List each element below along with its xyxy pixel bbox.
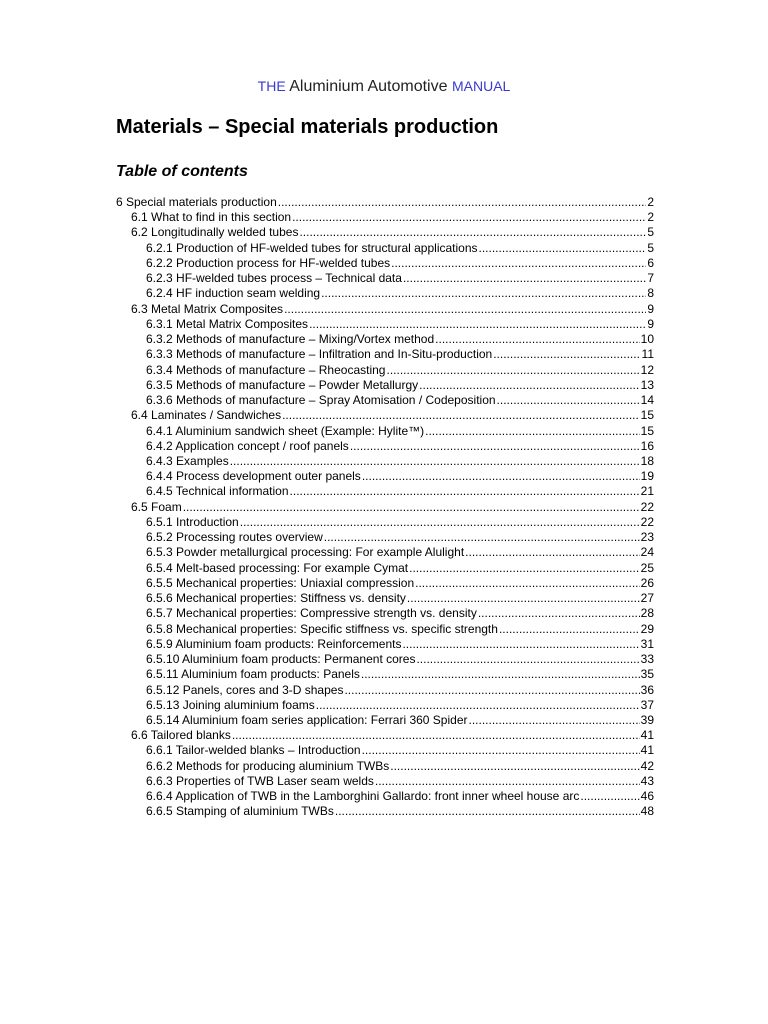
header-prefix: THE [257, 78, 286, 94]
toc-entry-label: 6.3.6 Methods of manufacture – Spray Atomisation / Codeposition [146, 393, 496, 408]
toc-entry-label: 6.6.5 Stamping of aluminium TWBs [146, 804, 334, 819]
toc-entry-page: 26 [640, 575, 654, 590]
toc-leader-dots [419, 378, 639, 393]
toc-entry[interactable] [116, 439, 654, 454]
toc-entry-label: 6.4.1 Aluminium sandwich sheet (Example: Hylite™) [146, 423, 425, 438]
toc-entry-label: 6.5.6 Mechanical properties: Stiffness vs. density [146, 591, 406, 606]
toc-entry-page: 7 [647, 271, 654, 286]
toc-entry[interactable] [116, 332, 654, 347]
toc-entry[interactable] [116, 195, 654, 210]
toc-entry[interactable] [116, 728, 654, 743]
toc-entry-page: 41 [640, 743, 654, 758]
toc-leader-dots [407, 591, 640, 606]
toc-entry-label: 6.5.3 Powder metallurgical processing: For example Alulight [146, 545, 465, 560]
toc-heading: Table of contents [116, 163, 248, 180]
toc-leader-dots [479, 241, 647, 256]
toc-leader-dots [478, 606, 640, 621]
toc-leader-dots [232, 728, 640, 743]
toc-entry-page: 15 [640, 423, 654, 438]
toc-entry-page: 42 [640, 758, 654, 773]
toc-entry-label: 6.6.4 Application of TWB in the Lamborghini Gallardo: front inner wheel house arc [146, 789, 580, 804]
toc-leader-dots [402, 637, 639, 652]
toc-entry[interactable] [116, 241, 654, 256]
toc-entry-label: 6.6.1 Tailor-welded blanks – Introduction [146, 743, 361, 758]
toc-entry[interactable] [116, 347, 654, 362]
toc-entry-page: 12 [640, 362, 654, 377]
toc-entry-page: 9 [647, 316, 654, 331]
toc-leader-dots [416, 652, 639, 667]
toc-entry[interactable] [116, 683, 654, 698]
toc-leader-dots [580, 789, 639, 804]
toc-entry-page: 21 [640, 484, 654, 499]
toc-leader-dots [361, 667, 640, 682]
toc-leader-dots [386, 363, 639, 378]
toc-entry-page: 33 [640, 652, 654, 667]
toc-entry-label: 6.5.8 Mechanical properties: Specific stiffness vs. specific strength [146, 621, 498, 636]
toc-leader-dots [362, 469, 640, 484]
toc-entry[interactable] [116, 637, 654, 652]
toc-entry[interactable] [116, 698, 654, 713]
toc-entry-label: 6.5.5 Mechanical properties: Uniaxial compression [146, 575, 415, 590]
toc-leader-dots [309, 317, 646, 332]
toc-entry[interactable] [116, 515, 654, 530]
toc-entry-page: 19 [640, 469, 654, 484]
toc-leader-dots [321, 286, 646, 301]
toc-entry[interactable] [116, 225, 654, 240]
toc-entry-page: 28 [640, 606, 654, 621]
toc-entry-label: 6.4.2 Application concept / roof panels [146, 438, 349, 453]
toc-entry-page: 9 [647, 301, 654, 316]
toc-entry-page: 29 [640, 621, 654, 636]
toc-leader-dots [499, 622, 640, 637]
toc-entry-label: 6.5.7 Mechanical properties: Compressive strength vs. density [146, 606, 477, 621]
toc-entry[interactable] [116, 317, 654, 332]
toc-entry-page: 27 [640, 591, 654, 606]
toc-entry-label: 6.3.3 Methods of manufacture – Infiltration and In-Situ-production [146, 347, 493, 362]
toc-entry-label: 6.3 Metal Matrix Composites [131, 301, 284, 316]
toc-entry-page: 37 [640, 697, 654, 712]
toc-leader-dots [497, 393, 640, 408]
toc-entry-page: 36 [640, 682, 654, 697]
toc-entry-label: 6.5.14 Aluminium foam series application: Ferrari 360 Spider [146, 712, 468, 727]
toc-entry-page: 48 [640, 804, 654, 819]
toc-entry-page: 25 [640, 560, 654, 575]
toc-entry-page: 5 [647, 225, 654, 240]
toc-entry-label: 6.4 Laminates / Sandwiches [131, 408, 282, 423]
toc-entry[interactable] [116, 789, 654, 804]
toc-entry[interactable] [116, 469, 654, 484]
toc-entry-page: 22 [640, 514, 654, 529]
toc-entry[interactable] [116, 454, 654, 469]
toc-entry[interactable] [116, 393, 654, 408]
toc-entry-page: 10 [640, 332, 654, 347]
toc-entry-page: 22 [640, 499, 654, 514]
toc-entry-page: 35 [640, 667, 654, 682]
toc-entry-page: 15 [640, 408, 654, 423]
toc-entry-label: 6.5 Foam [131, 499, 182, 514]
toc-entry[interactable] [116, 774, 654, 789]
toc-leader-dots [403, 271, 646, 286]
toc-entry-page: 39 [640, 712, 654, 727]
toc-entry[interactable] [116, 591, 654, 606]
toc-entry-label: 6.6.2 Methods for producing aluminium TWBs [146, 758, 390, 773]
toc-leader-dots [183, 500, 640, 515]
toc-leader-dots [409, 561, 640, 576]
toc-entry[interactable] [116, 545, 654, 560]
toc-leader-dots [335, 804, 640, 819]
toc-entry-label: 6.4.5 Technical information [146, 484, 289, 499]
toc-entry[interactable] [116, 713, 654, 728]
toc-entry-page: 16 [640, 438, 654, 453]
toc-entry[interactable] [116, 378, 654, 393]
toc-entry-label: 6.2.1 Production of HF-welded tubes for structural applications [146, 240, 478, 255]
toc-leader-dots [350, 439, 640, 454]
toc-leader-dots [316, 698, 640, 713]
toc-leader-dots [290, 484, 640, 499]
toc-entry[interactable] [116, 210, 654, 225]
toc-entry[interactable] [116, 804, 654, 819]
toc-entry-page: 14 [640, 393, 654, 408]
toc-leader-dots [390, 759, 639, 774]
toc-leader-dots [230, 454, 640, 469]
toc-entry[interactable] [116, 576, 654, 591]
toc-entry[interactable] [116, 667, 654, 682]
toc-leader-dots [240, 515, 640, 530]
toc-leader-dots [425, 424, 640, 439]
toc-entry-label: 6.6.3 Properties of TWB Laser seam welds [146, 773, 374, 788]
toc-entry[interactable] [116, 256, 654, 271]
toc-leader-dots [493, 347, 640, 362]
toc-entry[interactable] [116, 652, 654, 667]
toc-entry-label: 6.5.4 Melt-based processing: For example Cymat [146, 560, 409, 575]
toc-leader-dots [278, 195, 647, 210]
toc-entry[interactable] [116, 759, 654, 774]
toc-entry-page: 5 [647, 240, 654, 255]
toc-entry[interactable] [116, 500, 654, 515]
toc-leader-dots [344, 683, 639, 698]
toc-entry[interactable] [116, 622, 654, 637]
toc-entry-label: 6.5.2 Processing routes overview [146, 530, 323, 545]
toc-entry-page: 2 [647, 195, 654, 209]
toc-entry[interactable] [116, 606, 654, 621]
toc-leader-dots [362, 743, 640, 758]
toc-entry-page: 43 [640, 773, 654, 788]
toc-entry-label: 6.5.12 Panels, cores and 3-D shapes [146, 682, 344, 697]
header-title: Aluminium Automotive [289, 78, 448, 95]
toc-leader-dots [375, 774, 640, 789]
toc-entry-label: 6.5.9 Aluminium foam products: Reinforcements [146, 636, 402, 651]
toc-leader-dots [435, 332, 639, 347]
toc-leader-dots [465, 545, 639, 560]
toc-entry[interactable] [116, 484, 654, 499]
toc-leader-dots [324, 530, 640, 545]
toc-leader-dots [469, 713, 640, 728]
toc-entry[interactable] [116, 424, 654, 439]
toc-entry-label: 6.4.3 Examples [146, 453, 229, 468]
toc-entry-page: 11 [641, 347, 654, 362]
toc-entry-label: 6.4.4 Process development outer panels [146, 469, 361, 484]
toc-entry-label: 6 Special materials production [116, 195, 277, 209]
toc-entry-label: 6.5.10 Aluminium foam products: Permanent cores [146, 652, 416, 667]
toc-entry[interactable] [116, 271, 654, 286]
toc-entry-page: 8 [647, 286, 654, 301]
page-title: Materials – Special materials production [116, 116, 499, 138]
toc-entry-label: 6.2 Longitudinally welded tubes [131, 225, 299, 240]
toc-entry-page: 41 [640, 728, 654, 743]
toc-leader-dots [292, 210, 646, 225]
toc-entry-page: 6 [647, 255, 654, 270]
toc-entry-label: 6.3.5 Methods of manufacture – Powder Metallurgy [146, 377, 419, 392]
manual-header [0, 76, 768, 97]
toc-entry[interactable] [116, 302, 654, 317]
toc-entry-page: 31 [640, 636, 654, 651]
toc-entry-label: 6.2.2 Production process for HF-welded tubes [146, 255, 391, 270]
toc-entry-page: 23 [640, 530, 654, 545]
header-suffix: MANUAL [451, 78, 511, 94]
toc-entry[interactable] [116, 743, 654, 758]
toc-entry-page: 13 [640, 377, 654, 392]
toc-entry-page: 2 [647, 210, 654, 225]
toc-entry-label: 6.3.2 Methods of manufacture – Mixing/Vortex method [146, 332, 435, 347]
toc-entry[interactable] [116, 561, 654, 576]
toc-leader-dots [284, 302, 646, 317]
toc-entry-page: 24 [640, 545, 654, 560]
toc-entry[interactable] [116, 363, 654, 378]
toc-entry-page: 18 [640, 453, 654, 468]
toc-leader-dots [282, 408, 640, 423]
toc-entry-label: 6.3.1 Metal Matrix Composites [146, 316, 309, 331]
toc-entry-label: 6.6 Tailored blanks [131, 728, 231, 743]
table-of-contents [116, 195, 654, 820]
toc-entry[interactable] [116, 530, 654, 545]
toc-entry-page: 46 [640, 789, 654, 804]
toc-entry-label: 6.5.11 Aluminium foam products: Panels [146, 667, 360, 682]
toc-leader-dots [391, 256, 646, 271]
toc-entry-label: 6.5.13 Joining aluminium foams [146, 697, 315, 712]
toc-entry-label: 6.3.4 Methods of manufacture – Rheocasting [146, 362, 386, 377]
toc-entry-label: 6.2.4 HF induction seam welding [146, 286, 321, 301]
toc-entry-label: 6.1 What to find in this section [131, 210, 292, 225]
toc-entry-label: 6.2.3 HF-welded tubes process – Technical data [146, 271, 402, 286]
toc-leader-dots [415, 576, 640, 591]
toc-entry[interactable] [116, 408, 654, 423]
toc-entry[interactable] [116, 286, 654, 301]
toc-leader-dots [299, 225, 646, 240]
toc-entry-label: 6.5.1 Introduction [146, 514, 239, 529]
